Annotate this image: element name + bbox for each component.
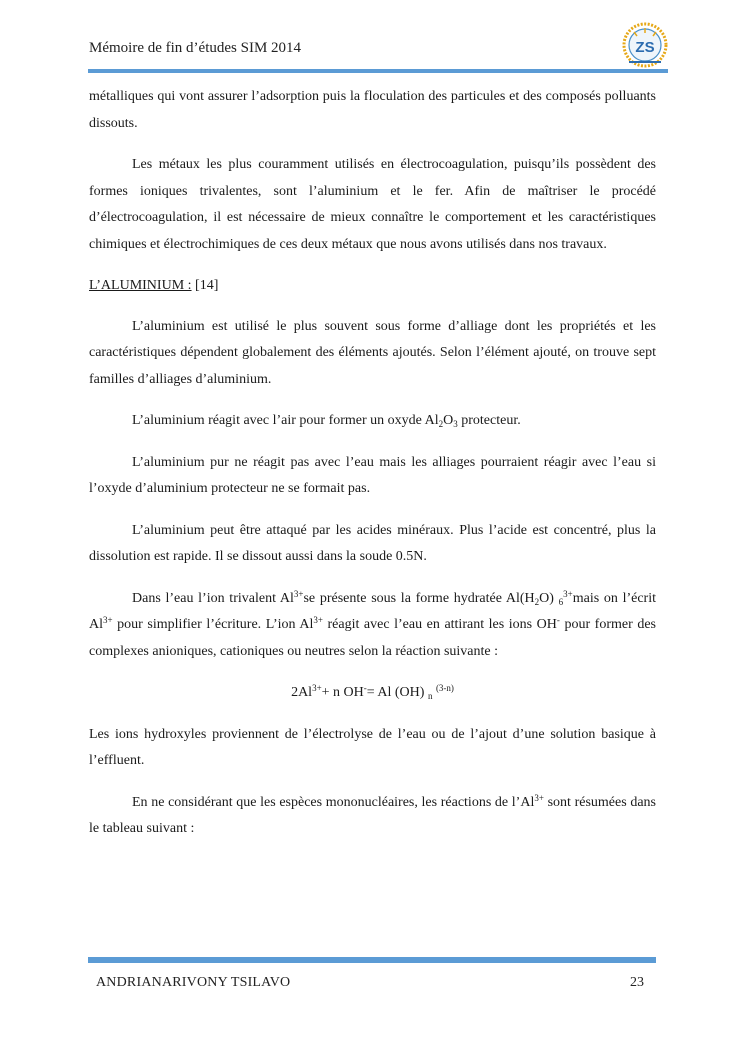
- paragraph-6: L’aluminium peut être attaqué par les acides minéraux. Plus l’acide est concentré, plus la dissolution est rapide. Il se dissout aussi dans la soude 0.5N.: [89, 522, 656, 564]
- heading-title: L’ALUMINIUM :: [89, 278, 192, 293]
- paragraph-9: En ne considérant que les espèces mononucléaires, les réactions de $l’Al^{3+}$ sont résumées dans le tableau suivant :: [89, 792, 656, 836]
- reaction-equation: $2Al^{3+}+ n$ OH-= Al (OH) $_n$ $^{(3-n)}$: [291, 683, 454, 701]
- section-heading: [89, 273, 656, 300]
- page-number: 23: [630, 975, 644, 990]
- body-text: [89, 84, 656, 858]
- paragraph-2: Les métaux les plus couramment utilisés en électrocoagulation, puisqu’ils possèdent des formes ioniques trivalentes, sont l’aluminium et le fer. Afin de maîtriser le procédé d’électrocoagulation, il est nécessaire de mieux connaître le comportement et les caractéristiques chimiques et électrochimiques de ces deux métaux que nous avons utilisés dans nos travaux.: [89, 157, 656, 252]
- paragraph-7: Dans l’eau l’ion trivalent $Al^{3+}se$ présente sous la forme hydratée $Al(H_2O)$ $_6^{3+}$mais on l’écrit $Al^{3+}$ pour simplifier l’écriture. L’ion $Al^{3+}$ réagit avec l’eau en attirant les ions OH- pour former des complexes anioniques, cationiques ou neutres selon la réaction suivante :: [89, 588, 656, 659]
- footer-rule: [88, 957, 656, 963]
- university-logo-icon: [620, 22, 670, 68]
- footer-author: ANDRIANARIVONY TSILAVO: [96, 975, 291, 990]
- header-title: Mémoire de fin d’études SIM 2014: [89, 40, 302, 56]
- paragraph-8: Les ions hydroxyles proviennent de l’électrolyse de l’eau ou de l’ajout d’une solution basique à l’effluent.: [89, 726, 656, 768]
- paragraph-3: L’aluminium est utilisé le plus souvent sous forme d’alliage dont les propriétés et les caractéristiques dépendent globalement des éléments ajoutés. Selon l’élément ajouté, on trouve sept familles d’alliages d’aluminium.: [89, 318, 656, 387]
- logo-monogram: ZS: [635, 39, 655, 56]
- paragraph-1: métalliques qui vont assurer l’adsorption puis la floculation des particules et des composés polluants dissouts.: [89, 89, 656, 131]
- header-rule: [88, 69, 668, 73]
- heading-reference: [14]: [191, 278, 219, 293]
- paragraph-4: L’aluminium réagit avec l’air pour former un oxyde $Al_2O_3$ protecteur.: [132, 413, 521, 429]
- paragraph-5: L’aluminium pur ne réagit pas avec l’eau mais les alliages pourraient réagir avec l’eau si l’oxyde d’aluminium protecteur ne se formait pas.: [89, 454, 656, 496]
